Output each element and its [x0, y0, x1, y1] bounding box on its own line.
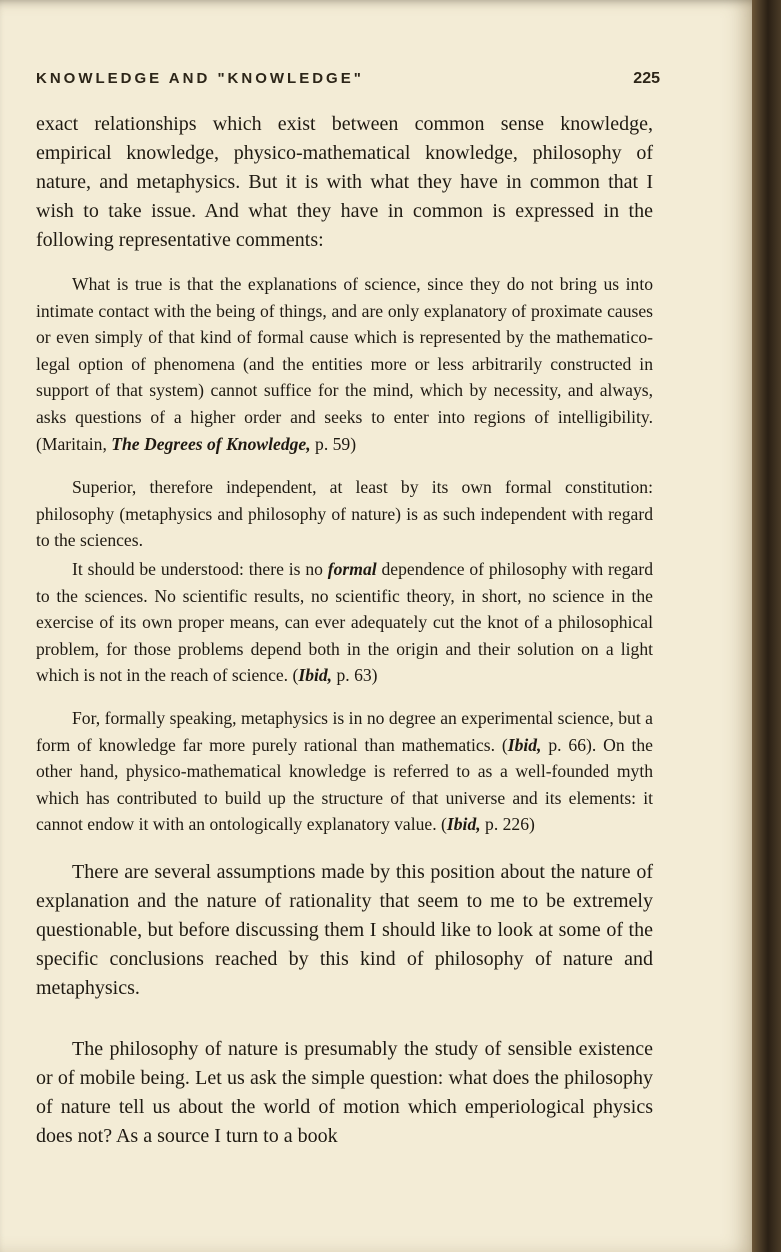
citation: p. 226) — [480, 814, 535, 835]
citation: p. 59) — [310, 433, 357, 454]
paragraph-intro: exact relationships which exist between common sense knowledge, empirical knowledge, physico-mathematical knowledge, philosophy of nature, and metaphysics. But it is with what they have in common that I wish to take issue. And what they have in common is expressed in the following representative comments: — [36, 113, 653, 251]
running-head: KNOWLEDGE AND "KNOWLEDGE" — [36, 70, 364, 87]
ibid-ref: Ibid, — [298, 665, 333, 686]
quote-maritain-59 — [36, 271, 653, 457]
book-spine-edge — [752, 0, 781, 1252]
quote-text: For, formally speaking, metaphysics is in no degree an experimental science, but a form of knowledge far more purely rational than mathematics. ( — [36, 707, 653, 755]
citation: p. 63) — [332, 665, 378, 686]
quote-ibid-66 — [36, 705, 653, 838]
paragraph-philosophy-of-nature: The philosophy of nature is presumably the study of sensible existence or of mobile being. Let us ask the simple question: what does the philosophy of nature tell us about the world of motion which emperiological physics does not? As a source I turn to a book — [36, 1037, 653, 1147]
body-text — [36, 110, 653, 1151]
page-number: 225 — [633, 70, 660, 87]
emphasis-formal: formal — [327, 558, 377, 579]
quote-text: What is true is that the explanations of science, since they do not bring us into intimate contact with the being of things, and are only explanatory of proximate causes or even simply of that kind of formal cause which is represented by the mathematico-legal option of phenomena (and the entities more or less arbitrarily constructed in support of that system) cannot suffice for the mind, which by necessity, and always, asks questions of a higher order and seeks to enter into regions of intelligibility. (Maritain, — [36, 274, 653, 454]
ibid-ref: Ibid, — [507, 734, 542, 755]
quote-text: It should be understood: there is no — [72, 558, 328, 579]
paragraph-assumptions: There are several assumptions made by this position about the nature of explanation and the nature of rationality that seem to me to be extremely questionable, but before discussing them I should like to look at some of the specific conclusions reached by this kind of philosophy of nature and metaphysics. — [36, 860, 653, 999]
quote-text: p. 66). On the other hand, physico-mathematical knowledge is referred to as a well-founded myth which has contributed to build up the structure of that universe and its elements: it cannot endow it with an ontologically explanatory value. ( — [36, 734, 653, 835]
quote-superior: Superior, therefore independent, at least by its own formal constitution: philosophy (metaphysics and philosophy of nature) is as such independent with regard to the sciences. — [36, 477, 653, 551]
quote-ibid-63 — [36, 556, 653, 689]
ibid-ref: Ibid, — [446, 814, 481, 835]
book-title: The Degrees of Knowledge, — [111, 433, 311, 454]
quote-text: dependence of philosophy with regard to the sciences. No scientific results, no scientific theory, in short, no science in the exercise of its own proper means, can ever adequately cut the knot of a philosophical problem, for those problems depend both in the origin and their solution on a light which is not in the reach of science. ( — [36, 558, 653, 686]
